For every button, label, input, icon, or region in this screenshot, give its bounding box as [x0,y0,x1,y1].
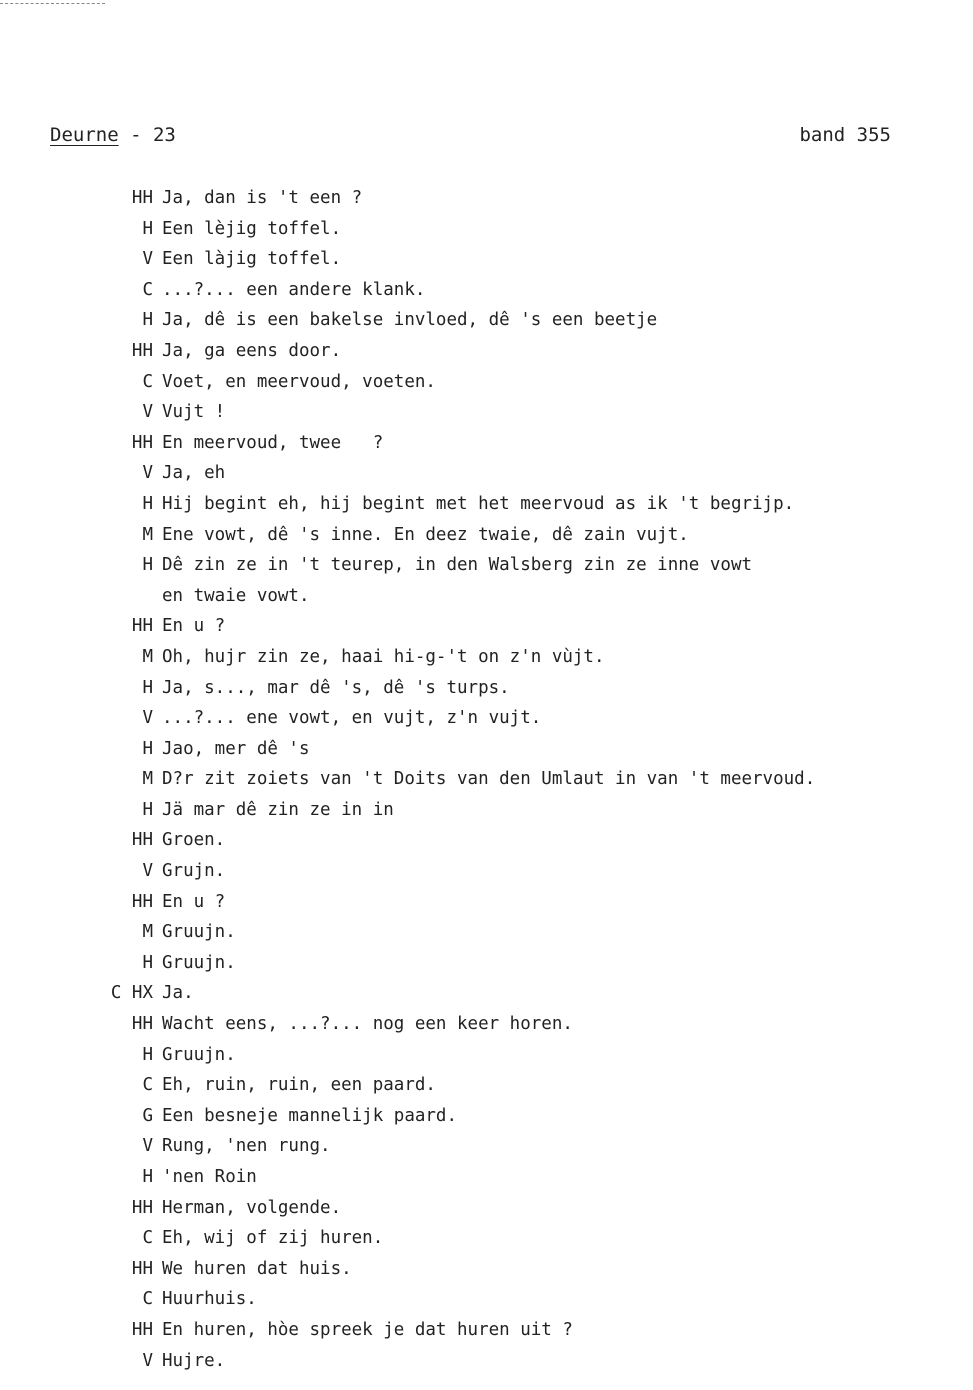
utterance-text: Herman, volgende. [162,1197,342,1218]
utterance-text: Jä mar dê zin ze in in [162,799,394,820]
utterance-text: Gruujn. [162,922,236,943]
utterance-text: Ja, eh [162,463,226,484]
transcript-line [0,183,973,214]
transcript-line [0,948,973,979]
utterance-text: Gruujn. [162,952,236,973]
transcript-line [0,214,973,245]
utterance-text: Ja, s..., mar dê 's, dê 's turps. [162,677,510,698]
speaker-label: C [142,1228,153,1249]
transcript-line [0,703,973,734]
transcript-line [0,611,973,642]
transcript-line [0,1162,973,1193]
transcript-line [0,1284,973,1315]
speaker-label: V [142,463,153,484]
utterance-text: Ja, dan is 't een ? [162,188,363,208]
transcript-line [0,673,973,704]
transcript-line [0,978,973,1009]
transcript-line [0,1315,973,1346]
page-header [50,124,891,152]
utterance-text: Voet, en meervoud, voeten. [162,371,436,392]
utterance-text: Een lèjig toffel. [162,218,342,239]
transcript-line [0,856,973,887]
transcript-line [0,244,973,275]
utterance-text: Ja, dê is een bakelse invloed, dê 's een beetje [162,310,658,331]
speaker-label: HH [131,1014,153,1035]
speaker-label: HH [131,188,153,208]
utterance-text: ...?... een andere klank. [162,279,426,300]
transcript-line [0,917,973,948]
utterance-text: Een làjig toffel. [162,249,342,270]
utterance-text: Grujn. [162,861,226,882]
speaker-label: H [142,738,153,759]
utterance-text: D?r zit zoiets van 't Doits van den Umlaut in van 't meervoud. [162,769,816,790]
speaker-label: HH [131,616,153,637]
transcript-line [0,1101,973,1132]
transcript-line [0,1346,973,1377]
top-dashed-rule [0,3,105,4]
speaker-label: C [142,1289,153,1310]
speaker-label: H [142,1167,153,1187]
speaker-label: V [142,708,153,729]
utterance-text: Gruujn. [162,1044,236,1065]
utterance-text: Eh, wij of zij huren. [162,1228,384,1249]
speaker-label: V [142,1136,153,1157]
transcript-line [0,428,973,459]
document-title: Deurne [50,124,119,146]
transcript-line [0,367,973,398]
utterance-text: En u ? [162,891,226,912]
transcript [0,183,973,1376]
utterance-text: Ja, ga eens door. [162,340,342,361]
utterance-text: Groen. [162,830,226,851]
speaker-label: M [142,524,153,545]
speaker-label: HH [131,1197,153,1218]
header-left [50,124,176,146]
utterance-text: en twaie vowt. [162,585,310,606]
utterance-text: 'nen Roin [162,1167,257,1187]
transcript-line [0,1254,973,1285]
speaker-label: M [142,769,153,790]
speaker-label: HH [131,432,153,453]
transcript-line [0,734,973,765]
speaker-label: H [142,799,153,820]
speaker-label: HH [131,891,153,912]
utterance-text: Een besneje mannelijk paard. [162,1105,458,1126]
utterance-text: Ja. [162,983,194,1004]
utterance-text: En u ? [162,616,226,637]
speaker-label: HH [131,1258,153,1279]
utterance-text: En meervoud, twee ? [162,432,384,453]
transcript-line [0,887,973,918]
transcript-line [0,458,973,489]
transcript-line [0,795,973,826]
page-number: 23 [152,124,176,146]
transcript-line [0,489,973,520]
title-separator: - [118,124,153,146]
transcript-line [0,1070,973,1101]
speaker-label: H [142,677,153,698]
speaker-label: HH [131,340,153,361]
transcript-line [0,520,973,551]
utterance-text: Wacht eens, ...?... nog een keer horen. [162,1014,573,1035]
transcript-line [0,1040,973,1071]
transcript-line [0,581,973,612]
utterance-text: Rung, 'nen rung. [162,1136,331,1157]
transcript-line [0,1223,973,1254]
utterance-text: Hujre. [162,1350,226,1371]
speaker-label: V [142,249,153,270]
transcript-line [0,397,973,428]
utterance-text: Vujt ! [162,402,226,423]
speaker-label: M [142,922,153,943]
speaker-label: M [142,646,153,667]
utterance-text: We huren dat huis. [162,1258,352,1279]
utterance-text: Dê zin ze in 't teurep, in den Walsberg zin ze inne vowt [162,555,753,576]
speaker-label: H [142,952,153,973]
speaker-label: C [142,371,153,392]
speaker-label: H [142,493,153,514]
transcript-line [0,825,973,856]
utterance-text: Jao, mer dê 's [162,738,310,759]
speaker-label: H [142,555,153,576]
speaker-label: H [142,1044,153,1065]
speaker-label: G [142,1105,153,1126]
speaker-label: HH [131,1319,153,1340]
utterance-text: Eh, ruin, ruin, een paard. [162,1075,436,1096]
utterance-text: En huren, hòe spreek je dat huren uit ? [162,1319,573,1340]
tape-number: band 355 [799,124,891,146]
utterance-text: Huurhuis. [162,1289,257,1310]
speaker-label: C [142,279,153,300]
transcript-line [0,550,973,581]
transcript-line [0,1131,973,1162]
speaker-label: C [142,1075,153,1096]
transcript-line [0,275,973,306]
speaker-label: V [142,402,153,423]
speaker-label: C HX [110,983,153,1004]
transcript-line [0,305,973,336]
speaker-label: HH [131,830,153,851]
transcript-line [0,764,973,795]
speaker-label: V [142,861,153,882]
transcript-line [0,1193,973,1224]
utterance-text: Hij begint eh, hij begint met het meervoud as ik 't begrijp. [162,493,795,514]
speaker-label: V [142,1350,153,1371]
transcript-line [0,336,973,367]
speaker-label: H [142,218,153,239]
utterance-text: Ene vowt, dê 's inne. En deez twaie, dê zain vujt. [162,524,689,545]
transcript-line [0,1009,973,1040]
utterance-text: ...?... ene vowt, en vujt, z'n vujt. [162,708,542,729]
transcript-line [0,642,973,673]
speaker-label: H [142,310,153,331]
utterance-text: Oh, hujr zin ze, haai hi-g-'t on z'n vùjt. [162,646,605,667]
